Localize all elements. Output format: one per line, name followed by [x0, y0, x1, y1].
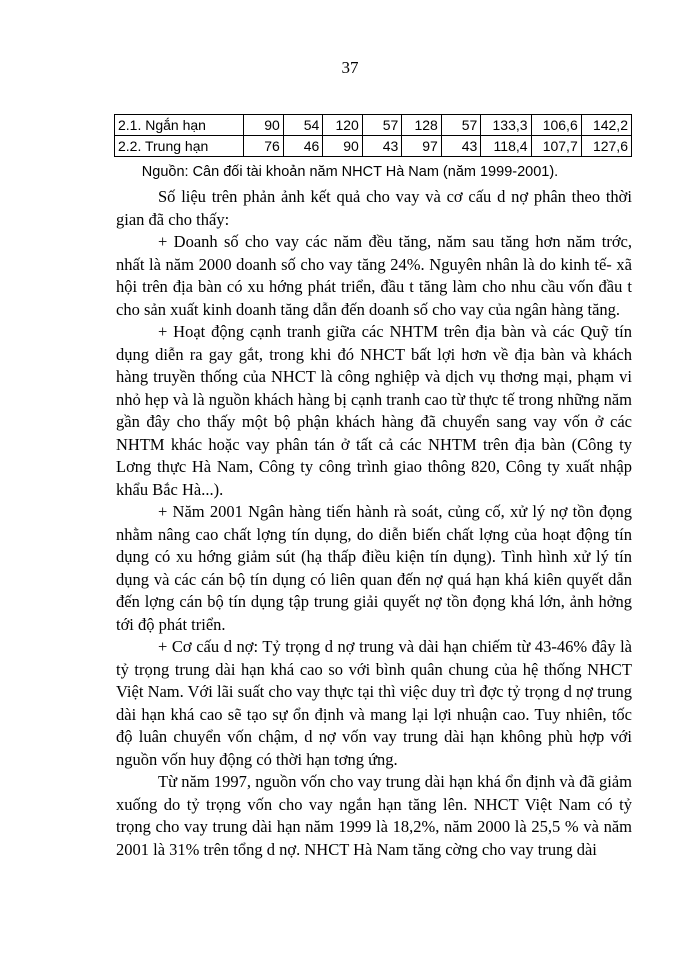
paragraph: + Doanh số cho vay các năm đều tăng, năm sau tăng hơn năm trớc, nhất là năm 2000 doanh số cho vay tăng 24%. Nguyên nhân là do kinh tế- xã hội trên địa bàn có xu hớng phát triển, đầu t tăng làm cho nhu cầu vốn đầu t cho sản xuất kinh doanh tăng dẫn đến doanh số cho vay của ngân hàng tăng.	[116, 232, 632, 319]
table-cell: 54	[283, 115, 323, 136]
page-number: 37	[341, 58, 359, 77]
table-cell: 97	[402, 136, 442, 157]
paragraph: Số liệu trên phản ảnh kết quả cho vay và cơ cấu d nợ phân theo thời gian đã cho thấy:	[116, 187, 632, 229]
table-cell: 57	[441, 115, 481, 136]
table-cell: 118,4	[481, 136, 531, 157]
body-text	[116, 186, 632, 861]
table-cell: 142,2	[581, 115, 631, 136]
table-cell: 120	[323, 115, 363, 136]
table-cell: 57	[362, 115, 402, 136]
table-cell: 46	[283, 136, 323, 157]
table-cell: 43	[362, 136, 402, 157]
row-label: 2.2. Trung hạn	[115, 136, 244, 157]
table-row	[115, 115, 632, 136]
paragraph: + Cơ cấu d nợ: Tỷ trọng d nợ trung và dài hạn chiếm từ 43-46% đây là tỷ trọng trung dài hạn khá cao so với bình quân chung của hệ thống NHCT Việt Nam. Với lãi suất cho vay thực tại thì việc duy trì đợc tỷ trọng d nợ trung dài hạn khá cao sẽ tạo sự ổn định và mang lại lợi nhuận cao. Tuy nhiên, tốc độ luân chuyển vốn chậm, d nợ vốn vay trung dài hạn không phù hợp với nguồn vốn huy động có thời hạn tơng ứng.	[116, 637, 632, 769]
loan-structure-table	[114, 114, 632, 157]
table-cell: 106,6	[531, 115, 581, 136]
paragraph: + Hoạt động cạnh tranh giữa các NHTM trên địa bàn và các Quỹ tín dụng diễn ra gay gắt, trong khi đó NHCT bất lợi hơn về địa bàn và khách hàng truyền thống của NHCT là công nghiệp và dịch vụ thơng mại, phạm vi nhỏ hẹp và là nguồn khách hàng bị cạnh tranh cao từ thực tế trong những năm gần đây cho thấy một bộ phận khách hàng đã chuyển sang vay vốn ở các NHTM khác hoặc vay phân tán ở tất cả các NHTM trên địa bàn (Công ty Lơng thực Hà Nam, Công ty công trình giao thông 820, Công ty xuất nhập khẩu Bắc Hà...).	[116, 322, 632, 499]
table-row	[115, 136, 632, 157]
table-cell: 90	[323, 136, 363, 157]
table-source-note: Nguồn: Cân đối tài khoản năm NHCT Hà Nam (năm 1999-2001).	[141, 164, 559, 180]
table-cell: 76	[244, 136, 284, 157]
table-cell: 107,7	[531, 136, 581, 157]
table-cell: 133,3	[481, 115, 531, 136]
paragraph: + Năm 2001 Ngân hàng tiến hành rà soát, củng cố, xử lý nợ tồn đọng nhằm nâng cao chất lợng tín dụng, do diễn biến chất lợng của hoạt động tín dụng có xu hớng giảm sút (hạ thấp điều kiện tín dụng). Tình hình xử lý tín dụng và các cán bộ tín dụng có liên quan đến nợ quá hạn khá kiên quyết dẫn đến lợng cán bộ tín dụng tập trung giải quyết nợ tồn đọng khá lớn, ảnh hởng tới độ phát triển.	[116, 502, 632, 634]
table-cell: 43	[441, 136, 481, 157]
paragraph: Từ năm 1997, nguồn vốn cho vay trung dài hạn khá ổn định và đã giảm xuống do tỷ trọng vốn cho vay ngắn hạn tăng lên. NHCT Việt Nam có tỷ trọng cho vay trung dài hạn năm 1999 là 18,2%, năm 2000 là 25,5 % và năm 2001 là 31% trên tổng d nợ. NHCT Hà Nam tăng cờng cho vay trung dài	[116, 772, 632, 859]
row-label: 2.1. Ngắn hạn	[115, 115, 244, 136]
table-cell: 128	[402, 115, 442, 136]
table-cell: 90	[244, 115, 284, 136]
table-cell: 127,6	[581, 136, 631, 157]
